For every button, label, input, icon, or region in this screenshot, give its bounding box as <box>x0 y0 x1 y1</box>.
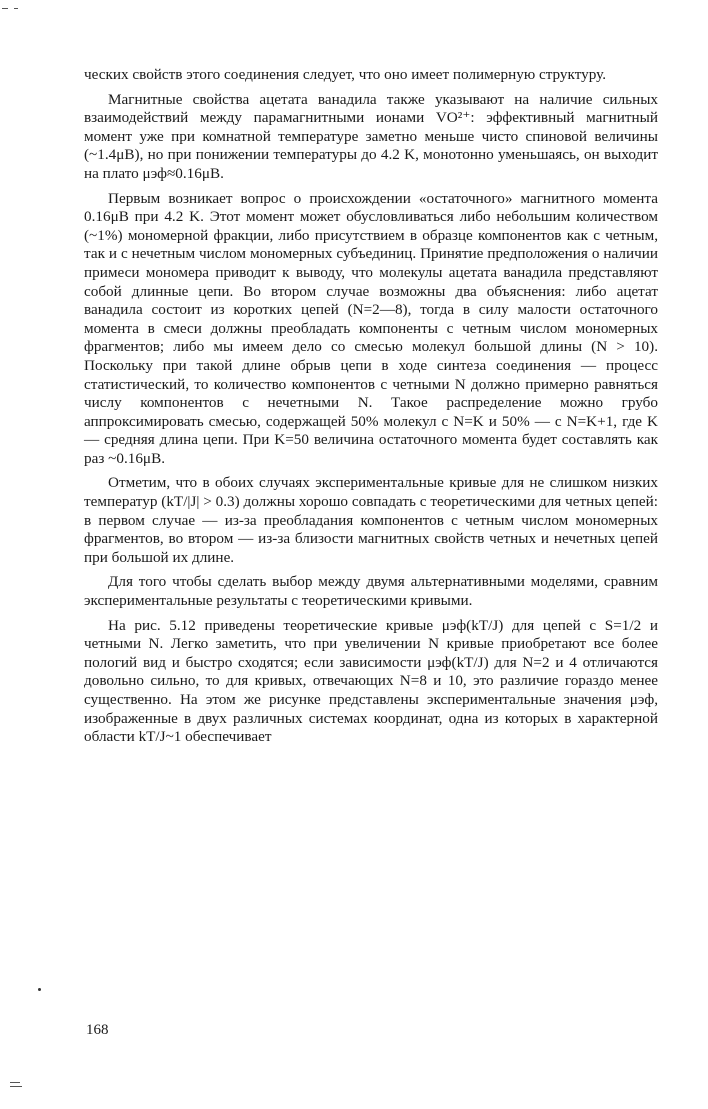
scan-edge-mark <box>14 8 18 9</box>
paragraph-experimental-curves: Отметим, что в обоих случаях экспериментальные кривые для не слишком низких температур (kT/|J| > 0.3) должны хорошо совпадать с теоретическими для четных цепей: в первом случае — из-за преобладания компонентов с четным числом мономерных фрагментов, во втором — из-за близости магнитных свойств четных и нечетных цепей при большой их длине. <box>84 474 658 566</box>
scan-edge-mark <box>10 1086 22 1087</box>
paragraph-model-choice: Для того чтобы сделать выбор между двумя альтернативными моделями, сравним экспериментальные результаты с теоретическими кривыми. <box>84 573 658 610</box>
page-number: 168 <box>86 1022 109 1038</box>
page-body <box>84 66 658 753</box>
scan-edge-mark <box>10 1082 20 1083</box>
paragraph-residual-moment: Первым возникает вопрос о происхождении «остаточного» магнитного момента 0.16μB при 4.2 K. Этот момент может обусловливаться либо небольшим количеством (~1%) мономерной фракции, либо присутствием в образце компонентов как с четным, так и с нечетным числом мономерных субъединиц. Принятие предположения о наличии примеси мономера приводит к выводу, что молекулы ацетата ванадила представляют собой длинные цепи. Во втором случае возможны два объяснения: либо ацетат ванадила состоит из коротких цепей (N=2—8), тогда в силу малости остаточного момента в смеси должны преобладать компоненты с четным числом мономерных фрагментов; либо мы имеем дело со смесью молекул большой длины (N > 10). Поскольку при такой длине обрыв цепи в ходе синтеза соединения — процесс статистический, то количество компонентов с четными N должно примерно равняться числу компонентов с нечетными N. Такое распределение можно грубо аппроксимировать смесью, содержащей 50% молекул с N=K и 50% — с N=K+1, где K — средняя длина цепи. При K=50 величина остаточного момента будет составлять как раз ~0.16μB. <box>84 189 658 467</box>
paragraph-magnetic-properties: Магнитные свойства ацетата ванадила также указывают на наличие сильных взаимодействий между парамагнитными ионами VO²⁺: эффективный магнитный момент уже при комнатной температуре заметно меньше чисто спиновой величины (~1.4μB), но при понижении температуры до 4.2 K, монотонно уменьшаясь, он выходит на плато μэф≈0.16μB. <box>84 90 658 182</box>
paragraph-figure-reference: На рис. 5.12 приведены теоретические кривые μэф(kT/J) для цепей с S=1/2 и четными N. Легко заметить, что при увеличении N кривые приобретают все более пологий вид и быстро сходятся; если зависимости μэф(kT/J) для N=2 и 4 отличаются довольно сильно, то для кривых, отвечающих N=8 и 10, это различие гораздо менее существенно. На этом же рисунке представлены экспериментальные значения μэф, изображенные в двух различных системах координат, одна из которых в характерной области kT/J~1 обеспечивает <box>84 616 658 746</box>
scan-dot <box>38 988 41 991</box>
paragraph-continued: ческих свойств этого соединения следует, что оно имеет полимерную структуру. <box>84 66 606 83</box>
scan-edge-mark <box>2 8 8 9</box>
